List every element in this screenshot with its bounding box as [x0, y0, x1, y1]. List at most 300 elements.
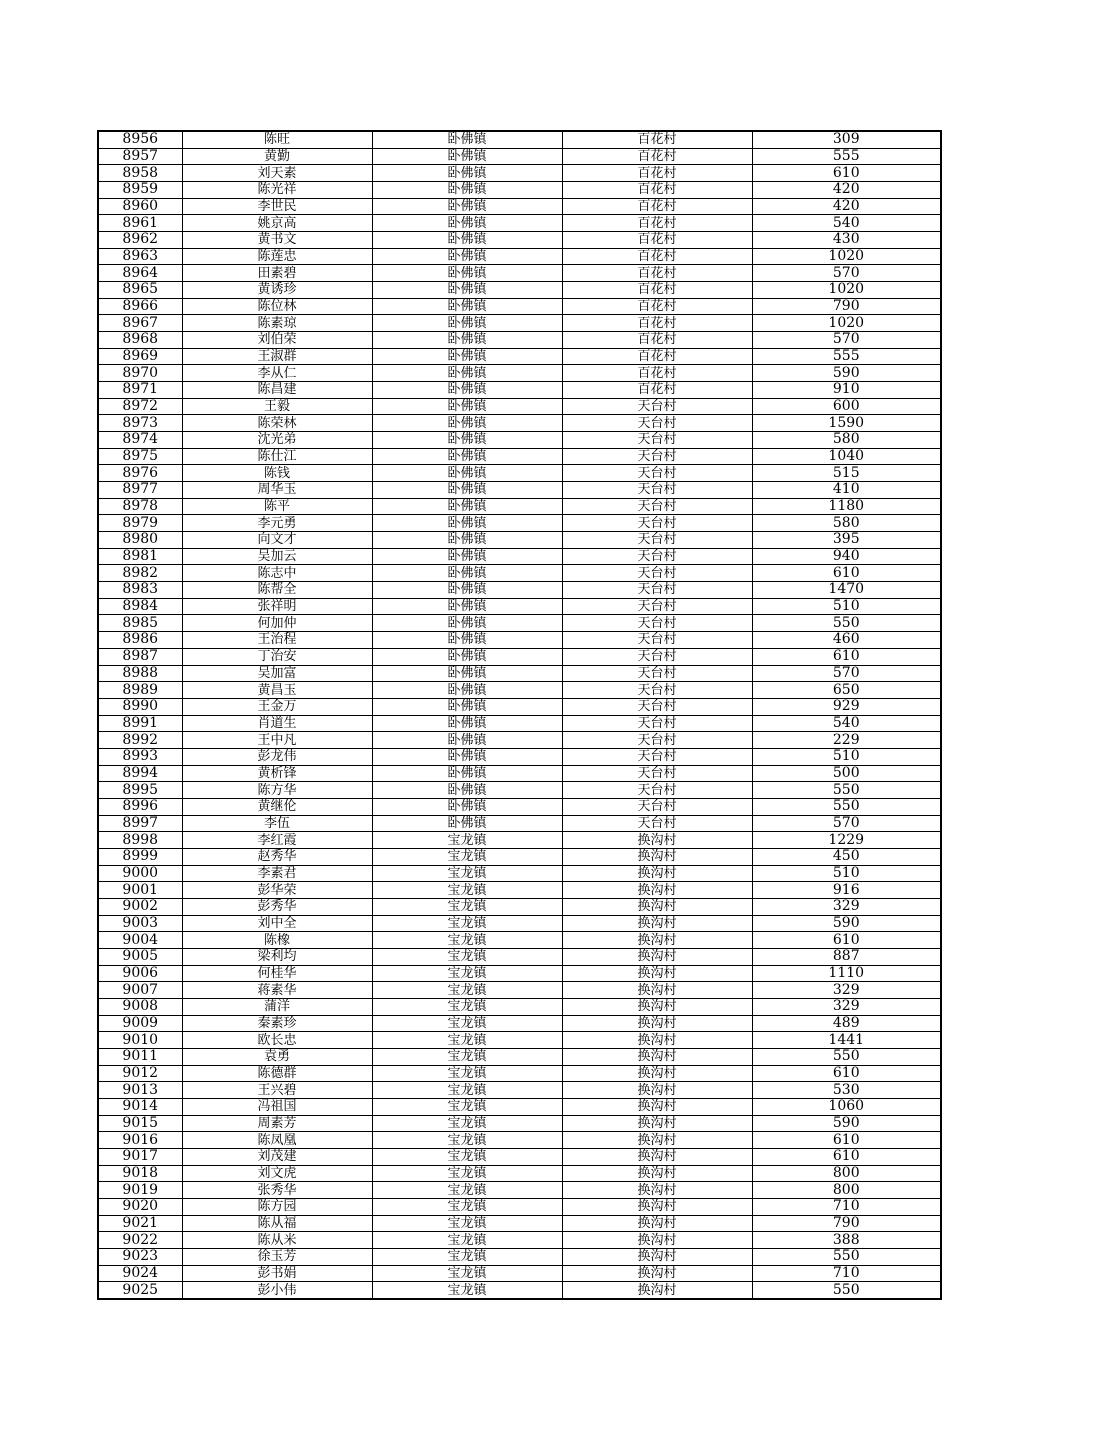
amount-cell: 590: [752, 1115, 941, 1132]
village-cell: 天台村: [562, 432, 752, 449]
table-row: [98, 598, 941, 615]
table-row: [98, 398, 941, 415]
amount-cell: 570: [752, 332, 941, 349]
village-cell: 换沟村: [562, 1265, 752, 1282]
amount-cell: 710: [752, 1265, 941, 1282]
village-cell: 天台村: [562, 415, 752, 432]
village-cell: 换沟村: [562, 1065, 752, 1082]
amount-cell: 1060: [752, 1098, 941, 1115]
village-cell: 天台村: [562, 748, 752, 765]
amount-cell: 887: [752, 948, 941, 965]
town-cell: 宝龙镇: [372, 1082, 562, 1099]
amount-cell: 610: [752, 1065, 941, 1082]
row-number-cell: 8965: [98, 282, 182, 299]
village-cell: 天台村: [562, 698, 752, 715]
town-cell: 卧佛镇: [372, 131, 562, 148]
table-row: [98, 865, 941, 882]
name-cell: 彭小伟: [182, 1282, 372, 1299]
town-cell: 卧佛镇: [372, 498, 562, 515]
row-number-cell: 8960: [98, 198, 182, 215]
name-cell: 黄诱珍: [182, 282, 372, 299]
row-number-cell: 8978: [98, 498, 182, 515]
table-row: [98, 282, 941, 299]
amount-cell: 309: [752, 131, 941, 148]
village-cell: 天台村: [562, 798, 752, 815]
name-cell: 袁勇: [182, 1048, 372, 1065]
amount-cell: 570: [752, 665, 941, 682]
table-row: [98, 382, 941, 399]
name-cell: 赵秀华: [182, 848, 372, 865]
table-row: [98, 315, 941, 332]
row-number-cell: 8956: [98, 131, 182, 148]
table-row: [98, 1232, 941, 1249]
table-row: [98, 898, 941, 915]
amount-cell: 329: [752, 998, 941, 1015]
town-cell: 卧佛镇: [372, 315, 562, 332]
row-number-cell: 9017: [98, 1148, 182, 1165]
amount-cell: 1229: [752, 832, 941, 849]
table-row: [98, 615, 941, 632]
amount-cell: 570: [752, 815, 941, 832]
table-row: [98, 298, 941, 315]
row-number-cell: 8969: [98, 348, 182, 365]
town-cell: 宝龙镇: [372, 1115, 562, 1132]
row-number-cell: 8993: [98, 748, 182, 765]
town-cell: 卧佛镇: [372, 365, 562, 382]
row-number-cell: 8963: [98, 248, 182, 265]
village-cell: 天台村: [562, 465, 752, 482]
table-row: [98, 482, 941, 499]
name-cell: 王兴碧: [182, 1082, 372, 1099]
town-cell: 卧佛镇: [372, 415, 562, 432]
name-cell: 冯祖国: [182, 1098, 372, 1115]
town-cell: 卧佛镇: [372, 615, 562, 632]
table-row: [98, 498, 941, 515]
amount-cell: 940: [752, 548, 941, 565]
name-cell: 黄勤: [182, 148, 372, 165]
name-cell: 黄书文: [182, 232, 372, 249]
row-number-cell: 9013: [98, 1082, 182, 1099]
amount-cell: 1470: [752, 582, 941, 599]
amount-cell: 420: [752, 198, 941, 215]
row-number-cell: 9020: [98, 1199, 182, 1216]
town-cell: 卧佛镇: [372, 432, 562, 449]
name-cell: 周华玉: [182, 482, 372, 499]
amount-cell: 610: [752, 565, 941, 582]
village-cell: 天台村: [562, 498, 752, 515]
name-cell: 陈光祥: [182, 182, 372, 199]
amount-cell: 510: [752, 598, 941, 615]
table-row: [98, 732, 941, 749]
row-number-cell: 9004: [98, 932, 182, 949]
amount-cell: 555: [752, 148, 941, 165]
town-cell: 卧佛镇: [372, 298, 562, 315]
row-number-cell: 8997: [98, 815, 182, 832]
table-row: [98, 131, 941, 148]
name-cell: 陈昌建: [182, 382, 372, 399]
table-row: [98, 848, 941, 865]
name-cell: 张祥明: [182, 598, 372, 615]
name-cell: 向文才: [182, 532, 372, 549]
village-cell: 换沟村: [562, 932, 752, 949]
town-cell: 卧佛镇: [372, 465, 562, 482]
town-cell: 卧佛镇: [372, 748, 562, 765]
name-cell: 王毅: [182, 398, 372, 415]
row-number-cell: 8962: [98, 232, 182, 249]
name-cell: 李伍: [182, 815, 372, 832]
row-number-cell: 8990: [98, 698, 182, 715]
village-cell: 换沟村: [562, 1249, 752, 1266]
amount-cell: 540: [752, 715, 941, 732]
town-cell: 卧佛镇: [372, 582, 562, 599]
table-row: [98, 648, 941, 665]
town-cell: 卧佛镇: [372, 532, 562, 549]
town-cell: 卧佛镇: [372, 215, 562, 232]
village-cell: 百花村: [562, 165, 752, 182]
village-cell: 天台村: [562, 448, 752, 465]
town-cell: 宝龙镇: [372, 1032, 562, 1049]
town-cell: 宝龙镇: [372, 865, 562, 882]
table-row: [98, 1032, 941, 1049]
table-row: [98, 165, 941, 182]
amount-cell: 650: [752, 682, 941, 699]
row-number-cell: 8967: [98, 315, 182, 332]
village-cell: 百花村: [562, 365, 752, 382]
amount-cell: 929: [752, 698, 941, 715]
name-cell: 李素君: [182, 865, 372, 882]
row-number-cell: 8986: [98, 632, 182, 649]
town-cell: 宝龙镇: [372, 1232, 562, 1249]
name-cell: 李从仁: [182, 365, 372, 382]
table-row: [98, 1098, 941, 1115]
row-number-cell: 9018: [98, 1165, 182, 1182]
village-cell: 百花村: [562, 215, 752, 232]
name-cell: 王淑群: [182, 348, 372, 365]
amount-cell: 800: [752, 1165, 941, 1182]
village-cell: 天台村: [562, 648, 752, 665]
row-number-cell: 8970: [98, 365, 182, 382]
table-row: [98, 1065, 941, 1082]
amount-cell: 460: [752, 632, 941, 649]
row-number-cell: 8959: [98, 182, 182, 199]
name-cell: 王中凡: [182, 732, 372, 749]
town-cell: 宝龙镇: [372, 1265, 562, 1282]
village-cell: 百花村: [562, 348, 752, 365]
row-number-cell: 8987: [98, 648, 182, 665]
table-row: [98, 515, 941, 532]
village-cell: 换沟村: [562, 898, 752, 915]
town-cell: 宝龙镇: [372, 1182, 562, 1199]
town-cell: 宝龙镇: [372, 882, 562, 899]
village-cell: 换沟村: [562, 1082, 752, 1099]
amount-cell: 610: [752, 1132, 941, 1149]
row-number-cell: 8980: [98, 532, 182, 549]
amount-cell: 590: [752, 915, 941, 932]
village-cell: 换沟村: [562, 832, 752, 849]
amount-cell: 388: [752, 1232, 941, 1249]
name-cell: 黄析锋: [182, 765, 372, 782]
amount-cell: 550: [752, 1249, 941, 1266]
table-row: [98, 532, 941, 549]
table-row: [98, 448, 941, 465]
village-cell: 天台村: [562, 615, 752, 632]
row-number-cell: 8966: [98, 298, 182, 315]
amount-cell: 1180: [752, 498, 941, 515]
table-row: [98, 148, 941, 165]
town-cell: 卧佛镇: [372, 632, 562, 649]
town-cell: 宝龙镇: [372, 848, 562, 865]
row-number-cell: 9010: [98, 1032, 182, 1049]
row-number-cell: 8957: [98, 148, 182, 165]
row-number-cell: 9015: [98, 1115, 182, 1132]
amount-cell: 1020: [752, 248, 941, 265]
town-cell: 卧佛镇: [372, 765, 562, 782]
village-cell: 换沟村: [562, 1282, 752, 1299]
name-cell: 彭龙伟: [182, 748, 372, 765]
town-cell: 卧佛镇: [372, 598, 562, 615]
name-cell: 刘伯荣: [182, 332, 372, 349]
table-row: [98, 1249, 941, 1266]
name-cell: 王治程: [182, 632, 372, 649]
row-number-cell: 8983: [98, 582, 182, 599]
name-cell: 徐玉芳: [182, 1249, 372, 1266]
town-cell: 宝龙镇: [372, 1199, 562, 1216]
name-cell: 田素碧: [182, 265, 372, 282]
table-row: [98, 1165, 941, 1182]
amount-cell: 550: [752, 782, 941, 799]
village-cell: 换沟村: [562, 915, 752, 932]
table-row: [98, 215, 941, 232]
table-row: [98, 1265, 941, 1282]
town-cell: 卧佛镇: [372, 248, 562, 265]
town-cell: 宝龙镇: [372, 832, 562, 849]
village-cell: 换沟村: [562, 1098, 752, 1115]
town-cell: 卧佛镇: [372, 732, 562, 749]
village-cell: 天台村: [562, 632, 752, 649]
amount-cell: 420: [752, 182, 941, 199]
village-cell: 百花村: [562, 232, 752, 249]
row-number-cell: 8991: [98, 715, 182, 732]
table-row: [98, 998, 941, 1015]
town-cell: 宝龙镇: [372, 1065, 562, 1082]
row-number-cell: 8971: [98, 382, 182, 399]
amount-cell: 710: [752, 1199, 941, 1216]
amount-cell: 1020: [752, 282, 941, 299]
name-cell: 黄继伦: [182, 798, 372, 815]
name-cell: 陈从米: [182, 1232, 372, 1249]
table-row: [98, 1182, 941, 1199]
row-number-cell: 8985: [98, 615, 182, 632]
name-cell: 陈帮全: [182, 582, 372, 599]
amount-cell: 1590: [752, 415, 941, 432]
name-cell: 沈光弟: [182, 432, 372, 449]
town-cell: 卧佛镇: [372, 282, 562, 299]
table-row: [98, 348, 941, 365]
village-cell: 百花村: [562, 298, 752, 315]
amount-cell: 1040: [752, 448, 941, 465]
village-cell: 天台村: [562, 582, 752, 599]
village-cell: 百花村: [562, 382, 752, 399]
row-number-cell: 8999: [98, 848, 182, 865]
row-number-cell: 9006: [98, 965, 182, 982]
row-number-cell: 9008: [98, 998, 182, 1015]
table-row: [98, 715, 941, 732]
village-cell: 换沟村: [562, 1182, 752, 1199]
name-cell: 陈钱: [182, 465, 372, 482]
row-number-cell: 9005: [98, 948, 182, 965]
town-cell: 卧佛镇: [372, 715, 562, 732]
village-cell: 换沟村: [562, 1115, 752, 1132]
name-cell: 王金万: [182, 698, 372, 715]
town-cell: 卧佛镇: [372, 332, 562, 349]
table-row: [98, 1115, 941, 1132]
row-number-cell: 8998: [98, 832, 182, 849]
village-cell: 换沟村: [562, 998, 752, 1015]
village-cell: 换沟村: [562, 982, 752, 999]
row-number-cell: 8976: [98, 465, 182, 482]
village-cell: 换沟村: [562, 865, 752, 882]
town-cell: 宝龙镇: [372, 982, 562, 999]
name-cell: 丁治安: [182, 648, 372, 665]
amount-cell: 580: [752, 515, 941, 532]
name-cell: 梁利均: [182, 948, 372, 965]
town-cell: 宝龙镇: [372, 998, 562, 1015]
amount-cell: 329: [752, 982, 941, 999]
row-number-cell: 8961: [98, 215, 182, 232]
row-number-cell: 8958: [98, 165, 182, 182]
village-cell: 换沟村: [562, 948, 752, 965]
table-row: [98, 182, 941, 199]
name-cell: 李元勇: [182, 515, 372, 532]
amount-cell: 510: [752, 865, 941, 882]
name-cell: 吴加云: [182, 548, 372, 565]
row-number-cell: 9016: [98, 1132, 182, 1149]
row-number-cell: 9007: [98, 982, 182, 999]
village-cell: 换沟村: [562, 1165, 752, 1182]
village-cell: 天台村: [562, 548, 752, 565]
amount-cell: 790: [752, 1215, 941, 1232]
town-cell: 卧佛镇: [372, 548, 562, 565]
village-cell: 天台村: [562, 532, 752, 549]
name-cell: 陈旺: [182, 131, 372, 148]
town-cell: 卧佛镇: [372, 382, 562, 399]
table-row: [98, 432, 941, 449]
row-number-cell: 8973: [98, 415, 182, 432]
row-number-cell: 8989: [98, 682, 182, 699]
row-number-cell: 8984: [98, 598, 182, 615]
amount-cell: 550: [752, 1048, 941, 1065]
village-cell: 天台村: [562, 598, 752, 615]
row-number-cell: 8977: [98, 482, 182, 499]
table-row: [98, 782, 941, 799]
village-cell: 百花村: [562, 282, 752, 299]
village-cell: 换沟村: [562, 1232, 752, 1249]
table-row: [98, 582, 941, 599]
row-number-cell: 9011: [98, 1048, 182, 1065]
village-cell: 百花村: [562, 265, 752, 282]
amount-cell: 229: [752, 732, 941, 749]
amount-cell: 530: [752, 1082, 941, 1099]
town-cell: 宝龙镇: [372, 915, 562, 932]
name-cell: 蒲洋: [182, 998, 372, 1015]
table-row: [98, 815, 941, 832]
row-number-cell: 9023: [98, 1249, 182, 1266]
name-cell: 李红霞: [182, 832, 372, 849]
table-row: [98, 1215, 941, 1232]
town-cell: 宝龙镇: [372, 1165, 562, 1182]
amount-cell: 610: [752, 932, 941, 949]
town-cell: 卧佛镇: [372, 398, 562, 415]
table-row: [98, 1282, 941, 1299]
name-cell: 刘茂建: [182, 1148, 372, 1165]
village-cell: 天台村: [562, 715, 752, 732]
amount-cell: 1110: [752, 965, 941, 982]
table-row: [98, 982, 941, 999]
town-cell: 卧佛镇: [372, 182, 562, 199]
village-cell: 百花村: [562, 332, 752, 349]
row-number-cell: 9003: [98, 915, 182, 932]
table-row: [98, 248, 941, 265]
row-number-cell: 8979: [98, 515, 182, 532]
table-row: [98, 548, 941, 565]
town-cell: 卧佛镇: [372, 198, 562, 215]
name-cell: 欧长忠: [182, 1032, 372, 1049]
table-row: [98, 415, 941, 432]
name-cell: 彭书娟: [182, 1265, 372, 1282]
table-row: [98, 1199, 941, 1216]
table-row: [98, 682, 941, 699]
name-cell: 刘中全: [182, 915, 372, 932]
name-cell: 陈方华: [182, 782, 372, 799]
table-row: [98, 565, 941, 582]
name-cell: 黄昌玉: [182, 682, 372, 699]
table-row: [98, 1082, 941, 1099]
amount-cell: 1020: [752, 315, 941, 332]
amount-cell: 800: [752, 1182, 941, 1199]
row-number-cell: 9024: [98, 1265, 182, 1282]
amount-cell: 610: [752, 648, 941, 665]
name-cell: 蒋素华: [182, 982, 372, 999]
name-cell: 陈凤凰: [182, 1132, 372, 1149]
name-cell: 刘文虎: [182, 1165, 372, 1182]
row-number-cell: 8996: [98, 798, 182, 815]
table-row: [98, 365, 941, 382]
row-number-cell: 9001: [98, 882, 182, 899]
amount-cell: 500: [752, 765, 941, 782]
town-cell: 宝龙镇: [372, 1282, 562, 1299]
name-cell: 陈方园: [182, 1199, 372, 1216]
amount-cell: 580: [752, 432, 941, 449]
town-cell: 卧佛镇: [372, 165, 562, 182]
name-cell: 彭秀华: [182, 898, 372, 915]
amount-cell: 329: [752, 898, 941, 915]
table-row: [98, 948, 941, 965]
table-row: [98, 698, 941, 715]
table-row: [98, 882, 941, 899]
town-cell: 宝龙镇: [372, 1015, 562, 1032]
table-row: [98, 965, 941, 982]
row-number-cell: 9012: [98, 1065, 182, 1082]
village-cell: 天台村: [562, 682, 752, 699]
village-cell: 百花村: [562, 131, 752, 148]
table-row: [98, 932, 941, 949]
row-number-cell: 9021: [98, 1215, 182, 1232]
village-cell: 换沟村: [562, 882, 752, 899]
amount-cell: 550: [752, 798, 941, 815]
amount-cell: 600: [752, 398, 941, 415]
name-cell: 陈平: [182, 498, 372, 515]
village-cell: 换沟村: [562, 1148, 752, 1165]
